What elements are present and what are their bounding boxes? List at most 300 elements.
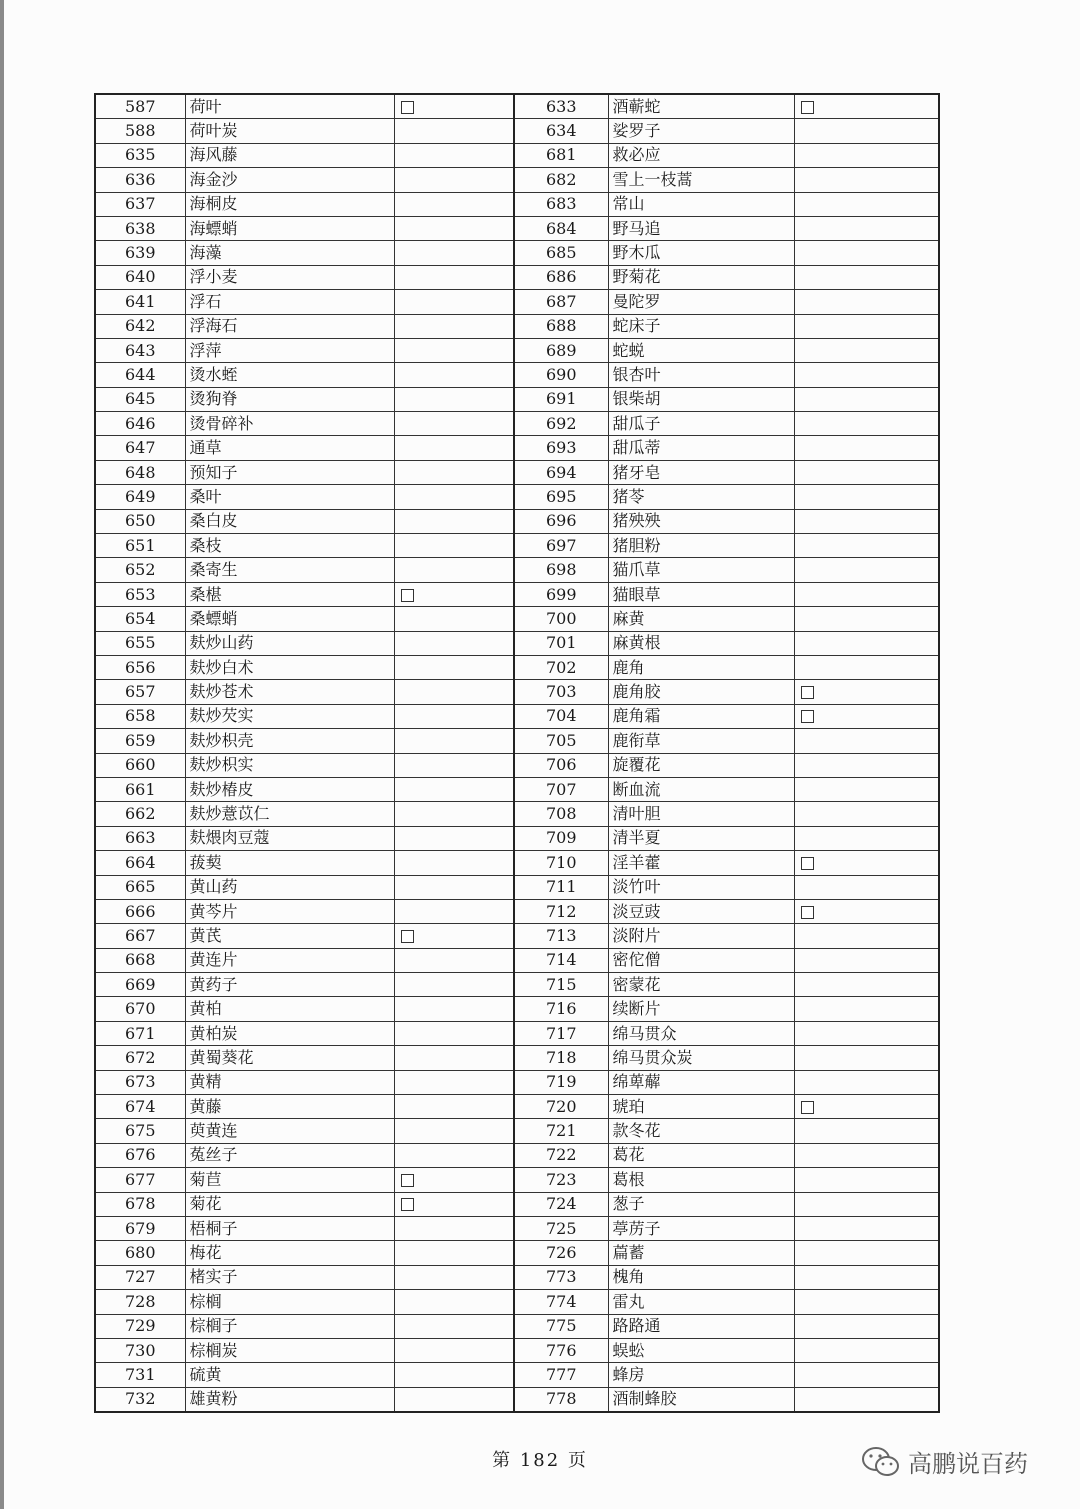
right-mark-cell [794,680,939,704]
right-herb-name: 清叶胆 [608,802,794,826]
right-number: 711 [514,875,608,899]
right-mark-cell [794,899,939,923]
table-row [95,1143,939,1167]
left-herb-name: 麸炒薏苡仁 [185,802,394,826]
left-mark-cell [394,704,514,728]
left-herb-name: 黄柏 [185,997,394,1021]
table-row [95,1387,939,1412]
left-herb-name: 桑枝 [185,534,394,558]
left-number: 679 [95,1216,185,1240]
right-mark-cell [794,558,939,582]
right-mark-cell [794,1070,939,1094]
left-herb-name: 黄连片 [185,948,394,972]
right-number: 720 [514,1095,608,1119]
checkbox-icon[interactable] [801,906,814,919]
left-herb-name: 海藻 [185,241,394,265]
left-herb-name: 麸炒苍术 [185,680,394,704]
right-mark-cell [794,338,939,362]
left-number: 654 [95,607,185,631]
left-number: 674 [95,1095,185,1119]
checkbox-icon[interactable] [801,686,814,699]
right-herb-name: 常山 [608,192,794,216]
right-number: 778 [514,1387,608,1412]
left-mark-cell [394,387,514,411]
left-mark-cell [394,290,514,314]
right-number: 773 [514,1265,608,1289]
right-herb-name: 淡附片 [608,924,794,948]
right-number: 694 [514,460,608,484]
left-number: 657 [95,680,185,704]
table-row [95,387,939,411]
right-mark-cell [794,582,939,606]
table-row [95,534,939,558]
table-row [95,1095,939,1119]
right-mark-cell [794,314,939,338]
right-herb-name: 蛇蜕 [608,338,794,362]
left-mark-cell [394,1363,514,1387]
left-herb-name: 麸炒芡实 [185,704,394,728]
right-herb-name: 葛根 [608,1168,794,1192]
left-number: 638 [95,216,185,240]
left-number: 664 [95,851,185,875]
right-herb-name: 鹿角胶 [608,680,794,704]
left-herb-name: 黄蜀葵花 [185,1046,394,1070]
right-herb-name: 酒制蜂胶 [608,1387,794,1412]
right-number: 724 [514,1192,608,1216]
right-herb-name: 旋覆花 [608,753,794,777]
left-mark-cell [394,485,514,509]
table-row [95,1070,939,1094]
left-number: 675 [95,1119,185,1143]
table-row [95,997,939,1021]
right-herb-name: 雷丸 [608,1290,794,1314]
left-herb-name: 桑寄生 [185,558,394,582]
right-herb-name: 银杏叶 [608,363,794,387]
right-number: 725 [514,1216,608,1240]
right-herb-name: 娑罗子 [608,119,794,143]
left-herb-name: 梅花 [185,1241,394,1265]
left-number: 647 [95,436,185,460]
right-number: 702 [514,655,608,679]
right-number: 701 [514,631,608,655]
left-herb-name: 烫水蛭 [185,363,394,387]
right-mark-cell [794,192,939,216]
right-mark-cell [794,973,939,997]
right-number: 721 [514,1119,608,1143]
right-number: 714 [514,948,608,972]
left-mark-cell [394,851,514,875]
right-number: 719 [514,1070,608,1094]
watermark-text: 高鹏说百药 [908,1450,1028,1478]
left-herb-name: 黄药子 [185,973,394,997]
right-number: 774 [514,1290,608,1314]
table-row [95,826,939,850]
right-number: 698 [514,558,608,582]
right-mark-cell [794,460,939,484]
right-number: 633 [514,94,608,119]
left-number: 678 [95,1192,185,1216]
left-number: 639 [95,241,185,265]
left-herb-name: 黄柏炭 [185,1021,394,1045]
left-mark-cell [394,509,514,533]
left-number: 672 [95,1046,185,1070]
left-mark-cell [394,1338,514,1362]
right-mark-cell [794,1241,939,1265]
left-herb-name: 桑白皮 [185,509,394,533]
right-mark-cell [794,290,939,314]
checkbox-icon[interactable] [801,857,814,870]
right-number: 775 [514,1314,608,1338]
left-herb-name: 雄黄粉 [185,1387,394,1412]
right-herb-name: 猪胆粉 [608,534,794,558]
right-mark-cell [794,241,939,265]
right-herb-name: 野马追 [608,216,794,240]
page-number: 第 182 页 [492,1450,588,1471]
table-row [95,631,939,655]
table-row [95,290,939,314]
right-herb-name: 猪牙皂 [608,460,794,484]
right-herb-name: 路路通 [608,1314,794,1338]
right-number: 691 [514,387,608,411]
right-mark-cell [794,997,939,1021]
right-mark-cell [794,1387,939,1412]
left-mark-cell [394,94,514,119]
right-mark-cell [794,1290,939,1314]
left-herb-name: 棕榈炭 [185,1338,394,1362]
right-mark-cell [794,875,939,899]
left-mark-cell [394,1143,514,1167]
right-herb-name: 葱子 [608,1192,794,1216]
right-number: 687 [514,290,608,314]
left-mark-cell [394,1290,514,1314]
left-herb-name: 麸炒枳壳 [185,729,394,753]
left-mark-cell [394,997,514,1021]
table-row [95,1314,939,1338]
right-mark-cell [794,143,939,167]
right-herb-name: 淡豆豉 [608,899,794,923]
table-row [95,875,939,899]
left-mark-cell [394,363,514,387]
left-mark-cell [394,1241,514,1265]
right-number: 685 [514,241,608,265]
table-row [95,265,939,289]
left-mark-cell [394,119,514,143]
table-row [95,192,939,216]
table-row [95,1192,939,1216]
right-mark-cell [794,1192,939,1216]
left-herb-name: 黄芪 [185,924,394,948]
right-mark-cell [794,265,939,289]
right-herb-name: 酒蕲蛇 [608,94,794,119]
right-number: 716 [514,997,608,1021]
right-number: 708 [514,802,608,826]
right-mark-cell [794,485,939,509]
table-row [95,582,939,606]
checkbox-icon[interactable] [801,1101,814,1114]
right-number: 684 [514,216,608,240]
left-number: 673 [95,1070,185,1094]
left-number: 669 [95,973,185,997]
right-number: 686 [514,265,608,289]
left-mark-cell [394,1119,514,1143]
right-herb-name: 鹿衔草 [608,729,794,753]
checkbox-icon[interactable] [401,1198,414,1211]
left-number: 650 [95,509,185,533]
left-number: 666 [95,899,185,923]
left-mark-cell [394,1070,514,1094]
left-herb-name: 海风藤 [185,143,394,167]
table-row [95,216,939,240]
right-herb-name: 绵马贯众 [608,1021,794,1045]
left-mark-cell [394,729,514,753]
right-herb-name: 麻黄根 [608,631,794,655]
right-herb-name: 槐角 [608,1265,794,1289]
left-number: 660 [95,753,185,777]
left-mark-cell [394,1021,514,1045]
left-number: 645 [95,387,185,411]
right-number: 718 [514,1046,608,1070]
table-row [95,680,939,704]
left-herb-name: 荷叶炭 [185,119,394,143]
right-number: 710 [514,851,608,875]
right-mark-cell [794,826,939,850]
right-herb-name: 琥珀 [608,1095,794,1119]
left-herb-name: 预知子 [185,460,394,484]
right-herb-name: 猪殃殃 [608,509,794,533]
table-row [95,607,939,631]
right-mark-cell [794,1168,939,1192]
right-herb-name: 蜂房 [608,1363,794,1387]
right-number: 726 [514,1241,608,1265]
right-mark-cell [794,1119,939,1143]
table-row [95,143,939,167]
left-herb-name: 萸黄连 [185,1119,394,1143]
left-herb-name: 菝葜 [185,851,394,875]
right-mark-cell [794,1216,939,1240]
table-row [95,973,939,997]
left-number: 656 [95,655,185,679]
table-row [95,241,939,265]
right-number: 692 [514,412,608,436]
left-number: 655 [95,631,185,655]
left-herb-name: 桑螵蛸 [185,607,394,631]
left-herb-name: 棕榈 [185,1290,394,1314]
right-number: 688 [514,314,608,338]
right-herb-name: 葶苈子 [608,1216,794,1240]
left-herb-name: 硫黄 [185,1363,394,1387]
left-herb-name: 浮石 [185,290,394,314]
left-mark-cell [394,558,514,582]
right-mark-cell [794,436,939,460]
table-row [95,899,939,923]
left-mark-cell [394,192,514,216]
left-mark-cell [394,1168,514,1192]
left-mark-cell [394,265,514,289]
checkbox-icon[interactable] [401,1174,414,1187]
left-number: 670 [95,997,185,1021]
right-mark-cell [794,119,939,143]
left-number: 635 [95,143,185,167]
left-mark-cell [394,1265,514,1289]
right-mark-cell [794,1338,939,1362]
right-mark-cell [794,1143,939,1167]
checkbox-icon[interactable] [401,589,414,602]
right-herb-name: 猪苓 [608,485,794,509]
left-number: 588 [95,119,185,143]
left-herb-name: 烫狗脊 [185,387,394,411]
right-mark-cell [794,851,939,875]
left-number: 676 [95,1143,185,1167]
left-mark-cell [394,1314,514,1338]
right-mark-cell [794,1265,939,1289]
right-number: 776 [514,1338,608,1362]
table-row [95,1216,939,1240]
right-mark-cell [794,1021,939,1045]
table-row [95,558,939,582]
left-herb-name: 麸炒白术 [185,655,394,679]
right-mark-cell [794,948,939,972]
checkbox-icon[interactable] [801,710,814,723]
left-mark-cell [394,924,514,948]
left-mark-cell [394,241,514,265]
left-number: 641 [95,290,185,314]
right-mark-cell [794,94,939,119]
right-mark-cell [794,631,939,655]
right-herb-name: 雪上一枝蒿 [608,168,794,192]
left-herb-name: 海桐皮 [185,192,394,216]
right-herb-name: 款冬花 [608,1119,794,1143]
right-herb-name: 淡竹叶 [608,875,794,899]
left-herb-name: 桑叶 [185,485,394,509]
table-row [95,1168,939,1192]
table-row [95,851,939,875]
right-herb-name: 救必应 [608,143,794,167]
left-mark-cell [394,948,514,972]
left-mark-cell [394,875,514,899]
right-number: 703 [514,680,608,704]
left-herb-name: 菊花 [185,1192,394,1216]
left-mark-cell [394,460,514,484]
right-number: 777 [514,1363,608,1387]
left-herb-name: 麸炒山药 [185,631,394,655]
left-mark-cell [394,582,514,606]
table-row [95,777,939,801]
left-herb-name: 海螵蛸 [185,216,394,240]
left-number: 680 [95,1241,185,1265]
right-mark-cell [794,1314,939,1338]
left-mark-cell [394,655,514,679]
left-mark-cell [394,753,514,777]
right-herb-name: 麻黄 [608,607,794,631]
right-herb-name: 续断片 [608,997,794,1021]
table-row [95,802,939,826]
left-herb-name: 通草 [185,436,394,460]
table-row [95,168,939,192]
right-number: 681 [514,143,608,167]
left-number: 648 [95,460,185,484]
right-number: 712 [514,899,608,923]
right-herb-name: 断血流 [608,777,794,801]
left-number: 659 [95,729,185,753]
left-number: 732 [95,1387,185,1412]
right-number: 682 [514,168,608,192]
checkbox-icon[interactable] [801,101,814,114]
right-mark-cell [794,1363,939,1387]
right-herb-name: 银柴胡 [608,387,794,411]
checkbox-icon[interactable] [401,930,414,943]
right-mark-cell [794,1046,939,1070]
table-row [95,119,939,143]
left-number: 667 [95,924,185,948]
right-number: 723 [514,1168,608,1192]
right-number: 713 [514,924,608,948]
left-mark-cell [394,1095,514,1119]
left-herb-name: 黄藤 [185,1095,394,1119]
right-mark-cell [794,655,939,679]
right-mark-cell [794,412,939,436]
table-row [95,363,939,387]
left-number: 658 [95,704,185,728]
right-herb-name: 野菊花 [608,265,794,289]
left-number: 642 [95,314,185,338]
right-herb-name: 密蒙花 [608,973,794,997]
left-mark-cell [394,436,514,460]
right-mark-cell [794,704,939,728]
right-mark-cell [794,387,939,411]
right-mark-cell [794,1095,939,1119]
left-herb-name: 桑椹 [185,582,394,606]
left-mark-cell [394,607,514,631]
checkbox-icon[interactable] [401,101,414,114]
right-herb-name: 蛇床子 [608,314,794,338]
left-mark-cell [394,534,514,558]
left-herb-name: 浮小麦 [185,265,394,289]
left-number: 668 [95,948,185,972]
table-body [95,94,939,1412]
right-herb-name: 清半夏 [608,826,794,850]
left-number: 646 [95,412,185,436]
table-row [95,460,939,484]
left-mark-cell [394,680,514,704]
right-number: 704 [514,704,608,728]
left-number: 662 [95,802,185,826]
left-number: 644 [95,363,185,387]
table-row [95,485,939,509]
right-herb-name: 鹿角霜 [608,704,794,728]
right-number: 699 [514,582,608,606]
right-mark-cell [794,168,939,192]
right-mark-cell [794,777,939,801]
left-herb-name: 麸煨肉豆蔻 [185,826,394,850]
left-number: 643 [95,338,185,362]
right-herb-name: 曼陀罗 [608,290,794,314]
left-mark-cell [394,338,514,362]
left-number: 677 [95,1168,185,1192]
table-row [95,338,939,362]
table-row [95,509,939,533]
right-number: 722 [514,1143,608,1167]
right-mark-cell [794,216,939,240]
right-herb-name: 葛花 [608,1143,794,1167]
left-herb-name: 菟丝子 [185,1143,394,1167]
right-number: 709 [514,826,608,850]
left-herb-name: 梧桐子 [185,1216,394,1240]
left-number: 653 [95,582,185,606]
left-number: 671 [95,1021,185,1045]
left-mark-cell [394,1216,514,1240]
left-herb-name: 荷叶 [185,94,394,119]
right-number: 700 [514,607,608,631]
